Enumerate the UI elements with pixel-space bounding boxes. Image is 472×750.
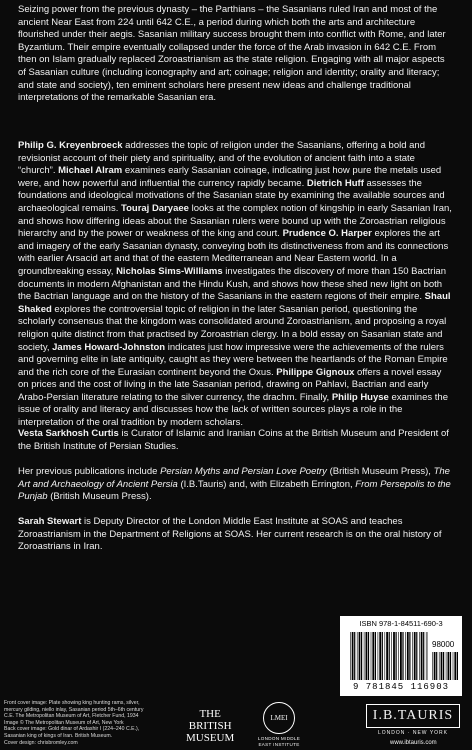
barcode-bar [396, 632, 397, 680]
author-name: Prudence O. Harper [282, 228, 372, 240]
author-name: Philip Huyse [331, 391, 389, 403]
author-name: Philip G. Kreyenbroeck [18, 140, 123, 151]
author-name: Shaul Shaked [18, 291, 451, 315]
barcode-bar [409, 632, 410, 680]
barcode-bar [446, 652, 447, 680]
intro-paragraph: Seizing power from the previous dynasty – the Parthians – the Sasanians ruled Iran and most of the ancient Near East from 224 until 642 C.E., a period during which both the arts and architecture flourished under their aegis. Sasanian military success brought them into conflict with Rome, and later Byzantium. Their empire eventually collapsed under the force of the Arab invasion in 642 C.E. From then on Islam gradually replaced Zoroastrianism as the state religion. Engaging with all major aspects of Sasanian culture (including iconography and art; coinage; religion and identity; orality and literacy; and state and society), ten eminent scholars here present new ideas and challenge traditional interpretations of the remarkable Sasanian era. [18, 4, 446, 104]
essays-paragraph [18, 140, 454, 430]
book-title: Persian Myths and Persian Love Poetry [160, 466, 327, 477]
barcode-bar [400, 632, 402, 680]
lmei-logo [254, 702, 304, 747]
barcode-bar [382, 632, 383, 680]
barcode-bar [357, 632, 358, 680]
publications-paragraph [18, 466, 454, 504]
barcode-bars [350, 632, 428, 680]
publisher-cities: LONDON · NEW YORK [378, 730, 448, 736]
barcode-bar [372, 632, 374, 680]
barcode-bar [405, 632, 406, 680]
editor-bio-text: is Curator of Islamic and Iranian Coins at the British Museum and President of the British Institute of Persian Studies. [18, 428, 449, 452]
barcode-bar [378, 632, 379, 680]
essay-text: looks at the complex notion of kingship in early Sasanian Iran, and shows how differing ideas about the Sasanian rulers were bound up with the Zoroastrian religious hierarchy and by the power or weakness of the king and court. [18, 202, 452, 240]
barcode-bar [412, 632, 413, 680]
barcode-bar [414, 632, 416, 680]
barcode-bar [450, 652, 451, 680]
barcode-bar [407, 632, 409, 680]
author-name: Michael Alram [58, 165, 123, 177]
bm-logo-line: BRITISH [188, 720, 232, 732]
barcode-bar [368, 632, 369, 680]
book-title: The Art and Archaeology of Ancient Persia [18, 466, 450, 490]
publisher-name: I.B.TAURIS [366, 704, 460, 728]
lmei-name: LONDON MIDDLE EAST INSTITUTE [257, 736, 301, 747]
pubs-text: (I.B.Tauris) and, with Elizabeth Errington, [177, 478, 356, 490]
barcode-bar [423, 632, 424, 680]
publisher-logo [366, 704, 460, 736]
barcode-bar [391, 632, 392, 680]
barcode-bar [419, 632, 420, 680]
barcode-bar [439, 652, 440, 680]
barcode-bar [448, 652, 450, 680]
barcode-bar [371, 632, 372, 680]
publisher-url[interactable]: www.ibtauris.com [390, 740, 437, 746]
barcode-bar [366, 632, 368, 680]
editor-bio-stewart [18, 516, 454, 554]
barcode-bar [416, 632, 417, 680]
barcode-bar [436, 652, 437, 680]
editor-name: Vesta Sarkhosh Curtis [18, 428, 119, 439]
essay-text: addresses the topic of religion under the Sasanians, offering a bold and revisionist account of their piety and spirituality, and of the evolution of ancient faith into a state “church”. [18, 140, 425, 177]
barcode-bar [375, 632, 376, 680]
barcode-bar [457, 652, 458, 680]
barcode-bar [361, 632, 362, 680]
barcode-bar [443, 652, 444, 680]
barcode-bar [352, 632, 354, 680]
essay-text: explores the art and imagery of the early Sasanian dynasty, conveying both its distinctiveness from and its connections with earlier Arsacid art and that of the eastern Mediterranean and Near Eastern world. In a groundbreaking essay, [18, 228, 449, 277]
isbn-text: ISBN 978-1-84511-690-3 [359, 619, 443, 628]
author-name: Nicholas Sims-Williams [116, 265, 223, 277]
barcode-bar [398, 632, 399, 680]
barcode-bar [393, 632, 395, 680]
editor-name: Sarah Stewart [18, 516, 82, 527]
editor-bio-curtis [18, 428, 454, 453]
essay-text: examines early Sasanian coinage, indicating just how pure the metals used were, and how powerful and influential the currency rapidly became. [18, 165, 442, 189]
barcode-bar [359, 632, 361, 680]
barcode-bar [402, 632, 403, 680]
author-name: Touraj Daryaee [120, 202, 189, 214]
barcode-bar [386, 632, 388, 680]
barcode-bar [379, 632, 381, 680]
barcode-bar [434, 652, 436, 680]
lmei-emblem: LMEI [263, 702, 295, 734]
book-title: From Persepolis to the Punjab [18, 478, 451, 503]
barcode-panel [340, 616, 462, 696]
barcode-bar [421, 632, 423, 680]
price-code: 98000 [432, 640, 455, 649]
cover-credits: Front cover image: Plate showing king hunting rams, silver, mercury gilding, niello inlay, Sasanian period 5th–6th century C.E. The Metropolitan Museum of Art, Fletcher Fund, 1934 Image © The Metropolitan Museum of Art, New York Back cover image: Gold dinar of Ardashir I (224–240 C.E.), Sasanian king of kings of Iran. British Museum. Cover design: chrisbromley.com [4, 700, 144, 746]
barcode-bar [426, 632, 427, 680]
barcode-digits: 9 781845 116903 [352, 682, 449, 692]
barcode-bar [364, 632, 365, 680]
bm-logo-line: THE [199, 708, 221, 720]
pubs-text: Her previous publications include [18, 466, 161, 477]
editor-bio-text: is Deputy Director of the London Middle East Institute at SOAS and teaches Zoroastrianism in the Department of Religions at SOAS. Her current research is on the oral history of Zoroastrians in Iran. [18, 516, 442, 553]
essay-text: examines the issue of orality and literacy and discusses how the lack of written sources plays a role in the interpretation of the oral tradition by modern scholars. [18, 391, 448, 429]
barcode-bar [354, 632, 355, 680]
price-barcode-bars [432, 652, 458, 680]
essay-text: offers a novel essay on prices and the cost of living in the late Sasanian period, drawing on Pahlavi, Bactrian and early Arabo-Persian literature relating to the silver currency, the drachm. Finally, [18, 366, 442, 403]
barcode-bar [385, 632, 386, 680]
british-museum-logo [186, 708, 234, 744]
essay-text: indicates just how impressive were the achievements of the rulers and governing elite in late antiquity, caught as they were between the heartlands of the Roman Empire and the rich core of the Eurasian continent beyond the Oxus. [18, 341, 448, 378]
author-name: Philippe Gignoux [276, 366, 355, 378]
essay-text: investigates the discovery of more than 150 Bactrian documents in modern Afghanistan and the Hindu Kush, and shows how these shed new light on both the Bactrian language and on the history of the Sasanians in the eastern regions of their empire. [18, 265, 446, 303]
barcode-bar [389, 632, 390, 680]
author-name: Dietrich Huff [306, 177, 364, 189]
bm-logo-line: MUSEUM [186, 732, 235, 744]
barcode-bar [350, 632, 351, 680]
barcode-bar [454, 652, 456, 680]
barcode-bar [432, 652, 433, 680]
essay-text: explores the controversial topic of religion in the later Sasanian period, questioning the scholarly consensus that the kingdom was consolidated around Zoroastrianism, and proposing a royal religion quite distinct from that practised by Zoroastrian clergy. In a bold essay on Sasanian state and society, [18, 303, 447, 353]
barcode-bar [453, 652, 454, 680]
barcode-bar [441, 652, 443, 680]
essay-text: assesses the foundations and ideological motivations of the Sasanian state by examining the available sources and archaeological remains. [18, 177, 445, 214]
author-name: James Howard-Johnston [52, 341, 166, 353]
pubs-text: (British Museum Press). [47, 491, 152, 503]
pubs-text: (British Museum Press), [326, 466, 434, 477]
